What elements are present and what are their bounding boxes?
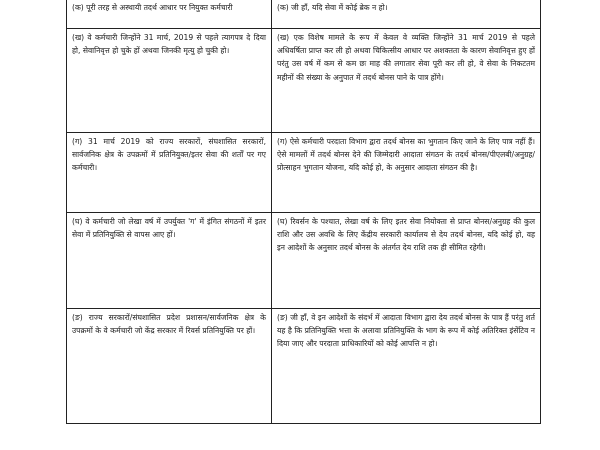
eligibility-table bbox=[66, 0, 541, 424]
category-text: (क) पूरी तरह से अस्थायी तदर्थ आधार पर नियुक्त कर्मचारी bbox=[72, 3, 233, 12]
table-row bbox=[67, 309, 541, 424]
eligibility-cell bbox=[272, 133, 541, 213]
category-cell bbox=[67, 309, 272, 424]
category-text: (घ) वे कर्मचारी जो लेखा वर्ष में उपर्युक्त 'ग' में इंगित संगठनों में इतर सेवा में प्रतिनियुक्ति से वापस आए हों। bbox=[72, 217, 266, 240]
eligibility-cell bbox=[272, 309, 541, 424]
eligibility-text: (घ) रिवर्सन के पश्चात, लेखा वर्ष के लिए इतर सेवा नियोक्ता से प्राप्त बोनस/अनुग्रह की कुल राशि और उस अवधि के लिए केंद्रीय सरकारी कार्यालय से देय तदर्थ बोनस, यदि कोई हो, वह इन आदेशों के अनुसार तदर्थ बोनस के अंतर्गत देय राशि तक ही सीमित रहेगी। bbox=[277, 217, 535, 253]
eligibility-cell bbox=[272, 29, 541, 133]
eligibility-text: (ङ) जी हाँ, वे इन आदेशों के संदर्भ में आदाता विभाग द्वारा देय तदर्थ बोनस के पात्र हैं परंतु शर्त यह है कि प्रतिनियुक्ति भत्ता के अलावा प्रतिनियुक्ति के भाग के रूप में कोई अतिरिक्त इंसेंटिव न दिया जाए और परदाता प्राधिकारियों को कोई आपत्ति न हो। bbox=[277, 313, 535, 349]
eligibility-cell bbox=[272, 0, 541, 29]
category-text: (ङ) राज्य सरकारों/संघशासित प्रदेश प्रशासन/सार्वजनिक क्षेत्र के उपक्रमों के वे कर्मचारी जो केंद्र सरकार में रिवर्स प्रतिनियुक्ति पर हों। bbox=[72, 313, 266, 336]
category-cell bbox=[67, 213, 272, 309]
eligibility-text: (क) जी हाँ, यदि सेवा में कोई ब्रेक न हो। bbox=[277, 3, 388, 12]
category-cell bbox=[67, 0, 272, 29]
category-cell bbox=[67, 29, 272, 133]
table-row bbox=[67, 213, 541, 309]
table-row bbox=[67, 0, 541, 29]
category-cell bbox=[67, 133, 272, 213]
eligibility-text: (ख) एक विशेष मामले के रूप में केवल वे व्यक्ति जिन्होंने 31 मार्च 2019 से पहले अधिवर्षिता प्राप्त कर ली हो अथवा चिकित्सीय आधार पर अशक्तता के कारण सेवानिवृत्त हुए हों परंतु उस वर्ष में कम से कम छः माह की लगातार सेवा पूरी कर ली हो, वे सेवा के निकटतम महीनों की संख्या के अनुपात में तदर्थ बोनस पाने के पात्र होंगे। bbox=[277, 33, 535, 82]
table-row bbox=[67, 133, 541, 213]
eligibility-text: (ग) ऐसे कर्मचारी परदाता विभाग द्वारा तदर्थ बोनस का भुगतान किए जाने के लिए पात्र नहीं हैं। ऐसे मामलों में तदर्थ बोनस देने की जिम्मेदारी आदाता संगठन के तदर्थ बोनस/पीएलबी/अनुग्रह/प्रोत्साहन भुगतान योजना, यदि कोई हो, के अनुसार आदाता संगठन की है। bbox=[277, 137, 535, 173]
table-row bbox=[67, 29, 541, 133]
eligibility-cell bbox=[272, 213, 541, 309]
category-text: (ख) वे कर्मचारी जिन्होंने 31 मार्च, 2019 से पहले त्यागपत्र दे दिया हो, सेवानिवृत्त हो चुके हों अथवा जिनकी मृत्यु हो चुकी हो। bbox=[72, 33, 266, 56]
category-text: (ग) 31 मार्च 2019 को राज्य सरकारों, संघशासित सरकारों, सार्वजनिक क्षेत्र के उपक्रमों में प्रतिनियुक्त/इतर सेवा की शर्तों पर गए कर्मचारी। bbox=[72, 137, 266, 173]
